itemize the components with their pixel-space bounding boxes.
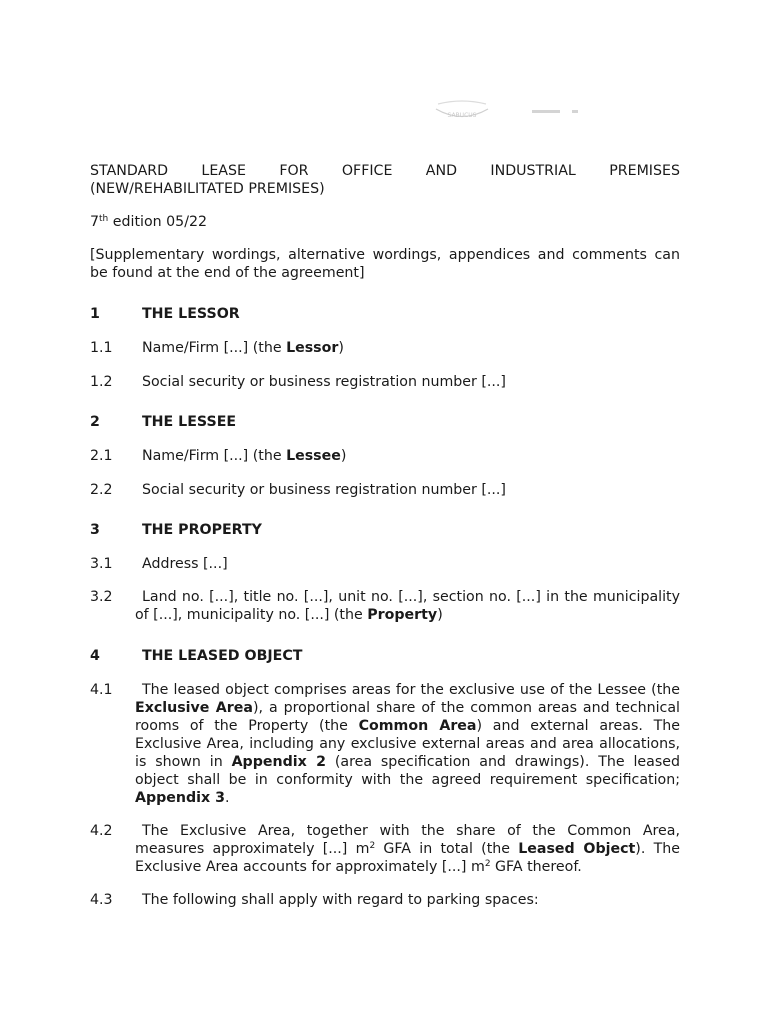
clause-text-part: The Exclusive Area, together with the share of the Common Area, measures approximately [...] m [135, 823, 680, 857]
clause-text: Social security or business registration number [...] [142, 482, 506, 498]
title-word: FOR [279, 163, 309, 179]
logo-bar [532, 110, 560, 113]
clause-number: 4.3 [90, 892, 113, 908]
clause-number: 4.2 [90, 823, 113, 839]
defined-term: Lessor [286, 340, 339, 356]
clause-text: Social security or business registration number [...] [142, 374, 506, 390]
title-line-1 [90, 162, 680, 180]
clause-text [135, 681, 680, 807]
clause-2-1 [90, 447, 680, 465]
clause-text-part: Land no. [...], title no. [...], unit no. [...], section no. [...] in the municipality of [...], municipality no. [...] (the [135, 589, 680, 623]
svg-text:SABUCUS: SABUCUS [447, 112, 477, 119]
clause-4-3 [90, 891, 680, 909]
clause-2-2 [90, 481, 680, 499]
section-title: THE LEASED OBJECT [142, 648, 303, 664]
document-body [90, 162, 680, 909]
section-number: 3 [90, 522, 100, 538]
supplementary-note: [Supplementary wordings, alternative wordings, appendices and comments can be found at the end of the agreement] [90, 247, 680, 281]
superscript: 2 [369, 841, 376, 851]
edition-number: 7 [90, 214, 100, 230]
clause-text-part: ). The Exclusive Area accounts for approximately [...] m [135, 841, 680, 875]
clause-text-part: ), a proportional share of the common areas and technical rooms of the Property (the [135, 700, 680, 734]
defined-term: Common Area [358, 718, 477, 734]
title-word: STANDARD [90, 163, 169, 179]
clause-text-part: Name/Firm [...] (the [142, 448, 287, 464]
section-heading-property [90, 521, 680, 539]
clause-text-part: ) [437, 607, 443, 623]
appendix-reference: Appendix 3 [135, 790, 225, 806]
clause-text-part: (area specification and drawings). The leased object shall be in conformity with the agreed requirement specification; [135, 754, 680, 788]
section-number: 2 [90, 414, 100, 430]
clause-text-part: The leased object comprises areas for the exclusive use of the Lessee (the [142, 682, 680, 698]
section-heading-lessee [90, 413, 680, 431]
defined-term: Leased Object [518, 841, 636, 857]
defined-term: Property [367, 607, 438, 623]
superscript: 2 [484, 859, 491, 869]
title-word: OFFICE [341, 163, 393, 179]
clause-text-part: . [225, 790, 230, 806]
defined-term: Exclusive Area [135, 700, 253, 716]
clause-text [135, 339, 680, 357]
clause-number: 2.1 [90, 448, 113, 464]
section-heading-lessor [90, 305, 680, 323]
clause-number: 3.2 [90, 589, 113, 605]
clause-text-part: Name/Firm [...] (the [142, 340, 287, 356]
clause-number: 3.1 [90, 556, 113, 572]
edition-text: edition 05/22 [108, 214, 208, 230]
clause-number: 2.2 [90, 482, 113, 498]
clause-3-2 [90, 588, 680, 624]
appendix-reference: Appendix 2 [231, 754, 326, 770]
logo [430, 100, 590, 130]
edition-line [90, 213, 680, 231]
clause-1-2 [90, 373, 680, 391]
clause-text [135, 822, 680, 876]
defined-term: Lessee [286, 448, 341, 464]
section-number: 4 [90, 648, 100, 664]
edition-superscript: th [99, 214, 109, 224]
clause-number: 1.1 [90, 340, 113, 356]
section-number: 1 [90, 306, 100, 322]
clause-1-1 [90, 339, 680, 357]
clause-text-part: GFA in total (the [375, 841, 519, 857]
clause-text: The following shall apply with regard to parking spaces: [142, 892, 539, 908]
section-title: THE LESSOR [142, 306, 240, 322]
title-word: PREMISES [609, 163, 680, 179]
clause-3-1 [90, 555, 680, 573]
section-title: THE LESSEE [142, 414, 237, 430]
clause-text-part: ) [340, 448, 347, 464]
logo-bar-small [572, 110, 578, 113]
clause-number: 4.1 [90, 682, 113, 698]
clause-text-part: ) and external areas. The Exclusive Area, including any exclusive external areas and area allocations, is shown in [135, 718, 680, 770]
clause-text-part: GFA thereof. [490, 859, 582, 875]
seal-logo-icon [432, 100, 492, 122]
clause-text: Address [...] [142, 556, 228, 572]
title-line-2: (NEW/REHABILITATED PREMISES) [90, 181, 325, 197]
clause-text [135, 447, 680, 465]
title-word: LEASE [201, 163, 246, 179]
section-title: THE PROPERTY [142, 522, 262, 538]
clause-4-1 [90, 681, 680, 807]
clause-text [135, 588, 680, 624]
clause-text-part: ) [338, 340, 344, 356]
title-word: AND [425, 163, 458, 179]
clause-number: 1.2 [90, 374, 113, 390]
title-word: INDUSTRIAL [490, 163, 576, 179]
clause-4-2 [90, 822, 680, 876]
document-title [90, 162, 680, 198]
section-heading-leased-object [90, 647, 680, 665]
